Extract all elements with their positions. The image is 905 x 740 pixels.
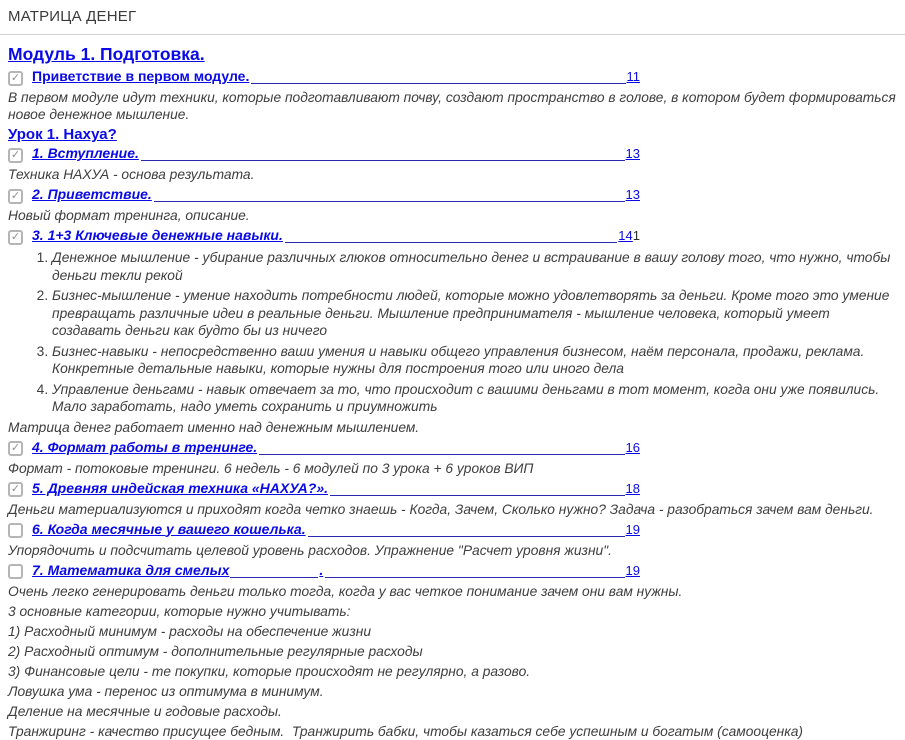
toc-page-number[interactable]: 19 — [625, 562, 640, 578]
paragraph: Транжиринг - качество присущее бедным. Транжирить бабки, чтобы казаться себе успешным и богатым (самооценка) — [8, 723, 804, 739]
paragraph: Очень легко генерировать деньги только тогда, когда у вас четкое понимание зачем они вам нужны. — [8, 583, 683, 599]
checkmark-icon: ✓ — [10, 71, 21, 84]
checkmark-icon: ✓ — [10, 189, 21, 202]
toc-item-link[interactable]: 6. Когда месячные у вашего кошелька. — [32, 520, 306, 537]
toc-underline-gap — [230, 575, 318, 578]
toc-page-suffix: 1 — [632, 228, 640, 243]
toc-leader — [325, 575, 624, 578]
toc-item-link[interactable]: 5. Древняя индейская техника «НАХУА?». — [32, 479, 328, 496]
paragraph: Ловушка ума - перенос из оптимума в минимум. — [8, 683, 324, 699]
paragraph: 2) Расходный оптимум - дополнительные регулярные расходы — [8, 643, 423, 659]
toc-page-number[interactable]: 13 — [625, 146, 640, 161]
checkmark-icon: ✓ — [10, 483, 21, 495]
paragraph: Формат - потоковые тренинги. 6 недель - 6 модулей по 3 урока + 6 уроков ВИП — [8, 460, 534, 476]
module-heading — [8, 44, 897, 65]
checkbox-checked[interactable] — [8, 441, 23, 456]
checkmark-icon: ✓ — [10, 148, 21, 161]
checkbox-checked[interactable] — [8, 482, 23, 497]
checkbox-unchecked[interactable] — [8, 564, 23, 579]
header-divider — [0, 34, 905, 35]
toc-row — [8, 186, 640, 206]
toc-page-number[interactable]: 13 — [625, 187, 640, 202]
list-item: 1. Денежное мышление - убирание различных глюков относительно денег и встраивание в вашу голову того, что нужно, чтобы деньги текли рекой — [52, 249, 897, 284]
module-heading-link[interactable]: Модуль 1. Подготовка. — [8, 44, 205, 64]
checkbox-checked[interactable] — [8, 148, 23, 163]
toc-page-number[interactable]: 14 — [618, 228, 633, 243]
toc-item-link[interactable]: Приветствие в первом модуле. — [32, 68, 250, 84]
checkbox-checked[interactable] — [8, 230, 23, 245]
checkbox-checked[interactable] — [8, 71, 23, 86]
toc-row — [8, 68, 640, 88]
paragraph: Деньги материализуются и приходят когда четко знаешь - Когда, Зачем, Сколько нужно? Задача - разобраться зачем вам деньги. — [8, 501, 874, 517]
checkbox-unchecked[interactable] — [8, 523, 23, 538]
paragraph: Техника НАХУА - основа результата. — [8, 167, 255, 182]
paragraph: Деление на месячные и годовые расходы. — [8, 703, 282, 719]
checkmark-icon: ✓ — [10, 442, 21, 454]
toc-row — [8, 145, 640, 165]
paragraph: В первом модуле идут техники, которые подготавливают почву, создают пространство в голове, в котором будет формироваться новое денежное мышление. — [8, 90, 896, 122]
paragraph: 3 основные категории, которые нужно учитывать: — [8, 603, 351, 619]
document-content — [8, 44, 897, 740]
toc-item-link[interactable]: 4. Формат работы в тренинге. — [32, 438, 258, 455]
toc-row — [8, 227, 640, 247]
toc-page-number[interactable]: 18 — [625, 480, 640, 496]
toc-leader — [154, 199, 625, 202]
list-item: 2. Бизнес-мышление - умение находить потребности людей, которые можно удовлетворять за деньги. Кроме того это умение превращать различные идеи в реальные деньги. Мышление предпринимателя - мышление человека, который умеет создавать деньги как будто бы из ничего — [52, 287, 897, 340]
toc-title-tail: . — [319, 561, 324, 578]
toc-leader — [308, 534, 625, 537]
list-item: 4. Управление деньгами - навык отвечает за то, что происходит с вашими деньгами в тот момент, когда они уже появились. Мало заработать, надо уметь сохранить и приумножить — [52, 381, 897, 416]
paragraph: 1) Расходный минимум - расходы на обеспечение жизни — [8, 623, 372, 639]
toc-page-number[interactable]: 11 — [626, 69, 640, 84]
paragraph: Новый формат тренинга, описание. — [8, 208, 250, 223]
toc-item-link[interactable]: 2. Приветствие. — [32, 186, 152, 202]
toc-leader — [141, 158, 625, 161]
toc-item-link[interactable]: 3. 1+3 Ключевые денежные навыки. — [32, 227, 283, 243]
paragraph: 3) Финансовые цели - те покупки, которые происходят не регулярно, а разово. — [8, 663, 531, 679]
lesson-heading — [8, 126, 897, 143]
numbered-list — [8, 249, 897, 416]
toc-row — [8, 562, 640, 582]
page-title: МАТРИЦА ДЕНЕГ — [8, 8, 137, 25]
toc-item-link[interactable]: 1. Вступление. — [32, 145, 139, 161]
toc-leader — [330, 493, 625, 496]
toc-leader — [285, 240, 617, 243]
checkbox-checked[interactable] — [8, 189, 23, 204]
list-item: 3. Бизнес-навыки - непосредственно ваши умения и навыки общего управления бизнесом, наём персонала, продажи, реклама. Конкретные детальные навыки, которые нужны для построения того или иного дела — [52, 343, 897, 378]
paragraph: Упорядочить и подсчитать целевой уровень расходов. Упражнение "Расчет уровня жизни". — [8, 542, 612, 558]
toc-leader — [259, 452, 624, 455]
toc-leader — [251, 81, 625, 84]
toc-item-link[interactable]: 7. Математика для смелых — [32, 561, 230, 578]
toc-row — [8, 439, 640, 459]
toc-row — [8, 521, 640, 541]
lesson-heading-link[interactable]: Урок 1. Нахуа? — [8, 126, 117, 143]
toc-page-number[interactable]: 16 — [625, 439, 640, 455]
paragraph: Матрица денег работает именно над денежным мышлением. — [8, 419, 420, 435]
toc-page-number[interactable]: 19 — [625, 521, 640, 537]
checkmark-icon: ✓ — [10, 230, 21, 243]
toc-row — [8, 480, 640, 500]
